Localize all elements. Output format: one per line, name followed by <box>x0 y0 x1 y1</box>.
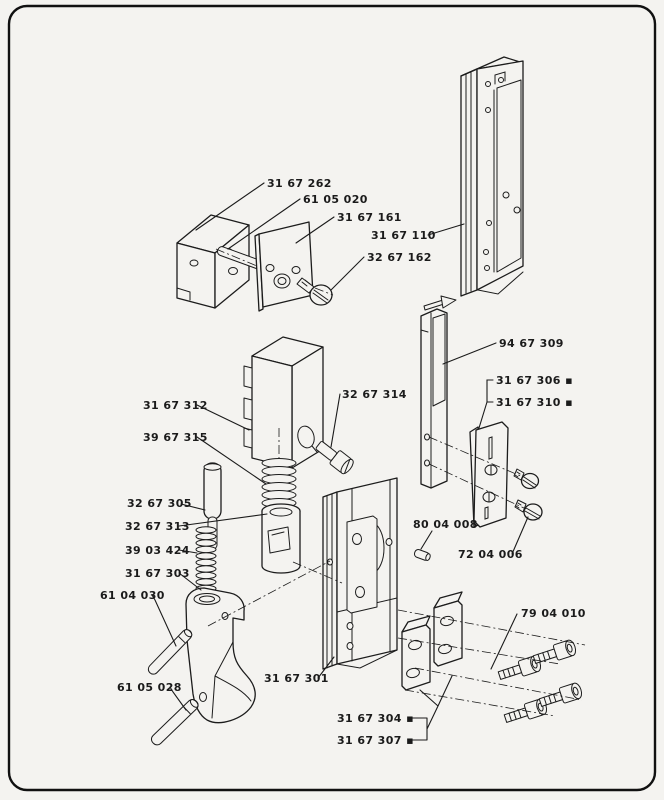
part-31-67-301 <box>323 478 397 669</box>
part-label-31-67-304: 31 67 304 ▪ <box>337 712 414 725</box>
part-label-32-67-305: 32 67 305 <box>127 497 192 510</box>
part-label-31-67-161: 31 67 161 <box>337 211 402 224</box>
part-label-31-67-301: 31 67 301 <box>264 672 329 685</box>
part-31-67-307 <box>434 592 462 666</box>
part-label-31-67-307: 31 67 307 ▪ <box>337 734 414 747</box>
part-61-05-028 <box>149 697 200 747</box>
part-label-39-67-315: 39 67 315 <box>143 431 208 444</box>
part-label-94-67-309: 94 67 309 <box>499 337 564 350</box>
insert-direction-arrow-icon <box>424 296 456 310</box>
part-31-67-110 <box>461 57 523 296</box>
part-label-79-04-010: 79 04 010 <box>521 607 586 620</box>
part-label-31-67-303: 31 67 303 <box>125 567 190 580</box>
part-label-31-67-312: 31 67 312 <box>143 399 208 412</box>
part-label-32-67-314: 32 67 314 <box>342 388 407 401</box>
part-label-61-05-020: 61 05 020 <box>303 193 368 206</box>
part-label-32-67-313: 32 67 313 <box>125 520 190 533</box>
part-label-31-67-306: 31 67 306 ▪ <box>496 374 573 387</box>
part-label-31-67-310: 31 67 310 ▪ <box>496 396 573 409</box>
part-31-67-161 <box>255 222 313 311</box>
part-94-67-309 <box>421 309 447 488</box>
part-label-61-04-030: 61 04 030 <box>100 589 165 602</box>
part-80-04-008 <box>413 549 431 562</box>
part-72-04-006-screws <box>514 469 542 520</box>
part-label-39-03-424: 39 03 424 <box>125 544 190 557</box>
part-31-67-306 <box>470 422 508 527</box>
part-31-67-304 <box>402 616 430 690</box>
part-label-32-67-162: 32 67 162 <box>367 251 432 264</box>
part-32-67-314 <box>313 438 355 476</box>
part-label-61-05-028: 61 05 028 <box>117 681 182 694</box>
part-label-80-04-008: 80 04 008 <box>413 518 478 531</box>
part-label-31-67-110: 31 67 110 <box>371 229 436 242</box>
part-label-72-04-006: 72 04 006 <box>458 548 523 561</box>
part-31-67-312 <box>244 337 323 468</box>
part-61-04-030 <box>146 628 193 677</box>
part-label-31-67-262: 31 67 262 <box>267 177 332 190</box>
part-39-03-424 <box>196 527 216 598</box>
